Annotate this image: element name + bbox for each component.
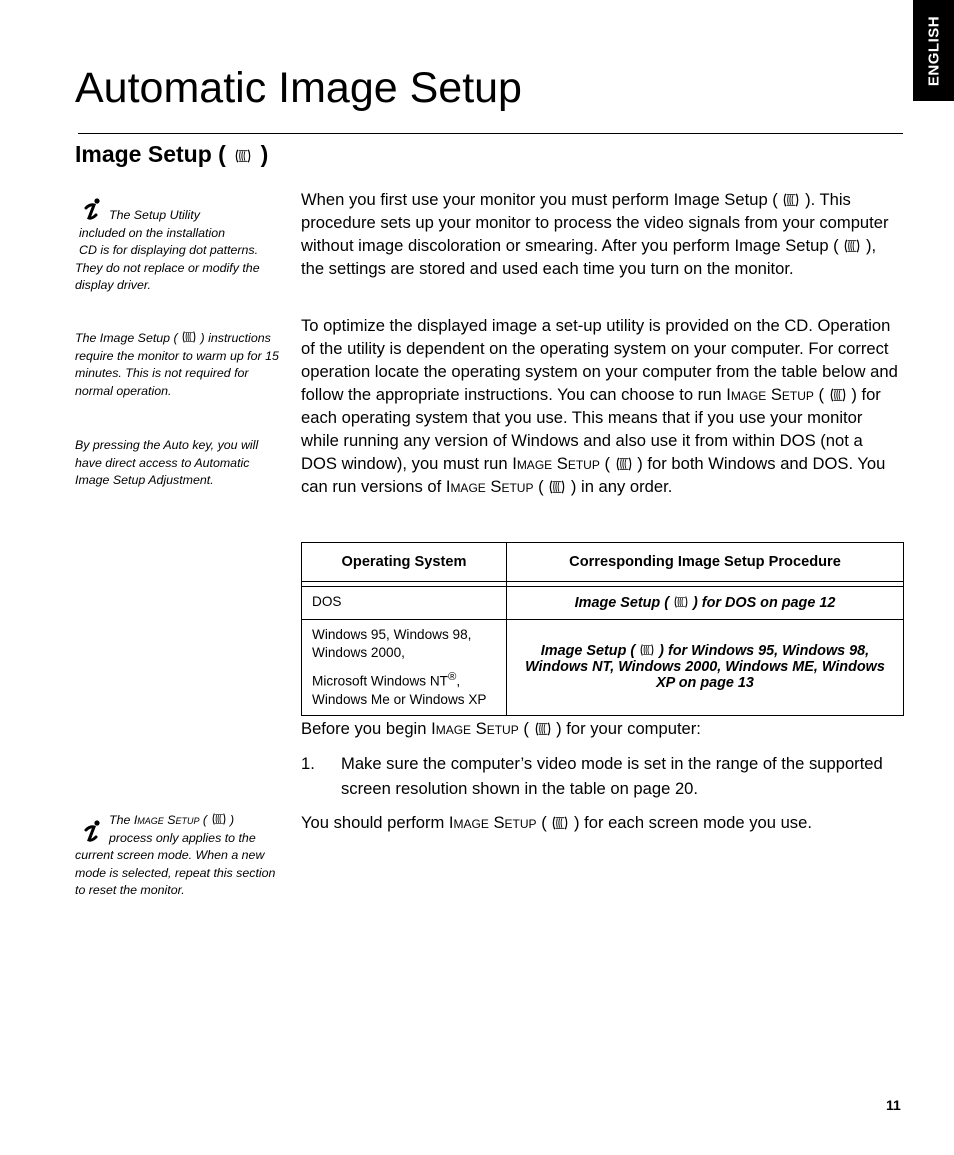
os-text: ,	[456, 673, 461, 689]
os-line: Windows 95, Windows 98,	[312, 627, 472, 642]
note-line	[75, 812, 280, 830]
note-text: )	[229, 813, 235, 827]
os-line: Windows Me or Windows XP	[312, 691, 487, 707]
perform-each-mode	[301, 811, 903, 834]
step-text: Make sure the computer’s video mode is set in the range of the supported screen resolution shown in the table on page 20.	[341, 754, 883, 798]
registered-mark: ®	[447, 671, 457, 683]
intro-text: ), the settings are stored and used each time you turn on the monitor.	[301, 236, 877, 278]
section-title-start: Image Setup (	[75, 141, 226, 167]
column-header-procedure: Corresponding Image Setup Procedure	[507, 543, 904, 582]
body-text: You should perform	[301, 813, 445, 832]
step-1	[301, 751, 903, 801]
image-setup-icon	[551, 815, 569, 831]
image-setup-icon	[548, 479, 566, 495]
sidebar-note-warm-up	[75, 330, 280, 400]
procedure-link-text: ) for Windows 95, Windows 98, Windows NT, Windows 2000, Windows ME, Windows XP on page 13	[525, 643, 885, 692]
page-number: 11	[886, 1097, 901, 1113]
image-setup-icon	[673, 595, 689, 609]
step-number: 1.	[301, 754, 315, 773]
image-setup-icon	[534, 721, 552, 737]
sidebar-note-screen-mode	[75, 812, 280, 900]
procedure-cell[interactable]	[507, 620, 904, 716]
body-text-smallcaps: Image Setup	[431, 719, 519, 738]
image-setup-icon	[615, 456, 633, 472]
body-text: (	[541, 813, 547, 832]
intro-text: (	[604, 454, 610, 473]
image-setup-icon	[181, 330, 197, 344]
table-row	[302, 620, 904, 716]
intro-text: To optimize the displayed image a set-up utility is provided on the CD. Operation of the utility is dependent on the operating system on your computer. For correct operation locate the operating system on your computer from the table below and follow the appropriate instructions. You can choose to run	[301, 316, 898, 404]
intro-paragraph-1	[301, 188, 903, 280]
intro-text: (	[818, 385, 825, 404]
os-cell	[302, 620, 507, 716]
note-line: process only applies to the	[109, 830, 256, 845]
os-cell: DOS	[302, 587, 507, 620]
note-line: current screen mode. When a new mode is selected, repeat this section to reset the monitor.	[75, 848, 276, 898]
note-text: The	[109, 813, 131, 827]
intro-text: ) in any order.	[570, 477, 673, 496]
image-setup-icon	[234, 148, 252, 164]
column-header-os: Operating System	[302, 543, 507, 582]
intro-text-smallcaps: Image Setup	[512, 454, 600, 473]
os-text: Microsoft Windows NT	[312, 673, 448, 689]
note-line: The Setup Utility	[109, 208, 200, 222]
table-row	[302, 587, 904, 620]
os-line	[312, 668, 496, 691]
body-text: (	[523, 719, 529, 738]
note-text: )	[200, 331, 205, 345]
note-line: They do not replace or modify the	[75, 260, 260, 275]
intro-text-smallcaps: Image Setup	[445, 477, 534, 496]
image-setup-icon	[782, 192, 800, 208]
language-tab	[913, 0, 954, 101]
sidebar-note-auto-key: By pressing the Auto key, you will have direct access to Automatic Image Setup Adjustment.	[75, 438, 259, 488]
intro-paragraph-2	[301, 314, 903, 498]
sidebar-note-setup-utility	[75, 207, 280, 295]
intro-text: ) for each operating system that you use. This means that if you use your monitor while running any version of Windows and also use it from within DOS (not a DOS window), you must run	[301, 385, 881, 473]
procedure-link-text: Image Setup (	[540, 643, 636, 660]
image-setup-icon	[211, 812, 227, 826]
os-procedure-table	[301, 542, 904, 716]
note-line: display driver.	[75, 278, 151, 293]
image-setup-icon	[829, 387, 847, 403]
section-title	[75, 140, 268, 168]
note-text: The Image Setup (	[75, 331, 178, 345]
section-title-end: )	[260, 141, 269, 167]
procedure-link-text: ) for DOS on page 12	[693, 595, 836, 611]
intro-text: When you first use your monitor you must perform Image Setup (	[301, 190, 778, 209]
table-header-row	[302, 543, 904, 582]
body-text: ) for your computer:	[556, 719, 701, 738]
note-line: included on the installation	[79, 225, 226, 240]
body-text-smallcaps: Image Setup	[448, 813, 537, 832]
note-text: instructions require the monitor to warm up for 15 minutes. This is not required for normal operation.	[75, 331, 279, 398]
image-setup-icon	[843, 238, 861, 254]
procedure-cell[interactable]	[507, 587, 904, 620]
intro-text-smallcaps: Image Setup	[726, 385, 814, 404]
os-line: Windows 2000,	[312, 645, 405, 660]
body-text: Before you begin	[301, 719, 427, 738]
intro-text: ). This procedure sets up your monitor to process the video signals from your computer without image discoloration or smearing. After you perform Image Setup (	[301, 190, 889, 255]
intro-text: ) for both Windows and DOS. You can run versions of	[301, 454, 886, 496]
note-text: (	[202, 813, 208, 827]
before-you-begin	[301, 717, 903, 740]
title-divider	[78, 133, 903, 134]
note-text-smallcaps: Image Setup	[133, 813, 200, 827]
note-line: CD is for displaying dot patterns.	[79, 243, 259, 258]
body-text: ) for each screen mode you use.	[573, 813, 812, 832]
intro-text: (	[538, 477, 544, 496]
language-tab-label: ENGLISH	[925, 15, 942, 86]
image-setup-icon	[639, 643, 655, 657]
procedure-link-text: Image Setup (	[574, 595, 670, 611]
page-title: Automatic Image Setup	[75, 64, 522, 112]
